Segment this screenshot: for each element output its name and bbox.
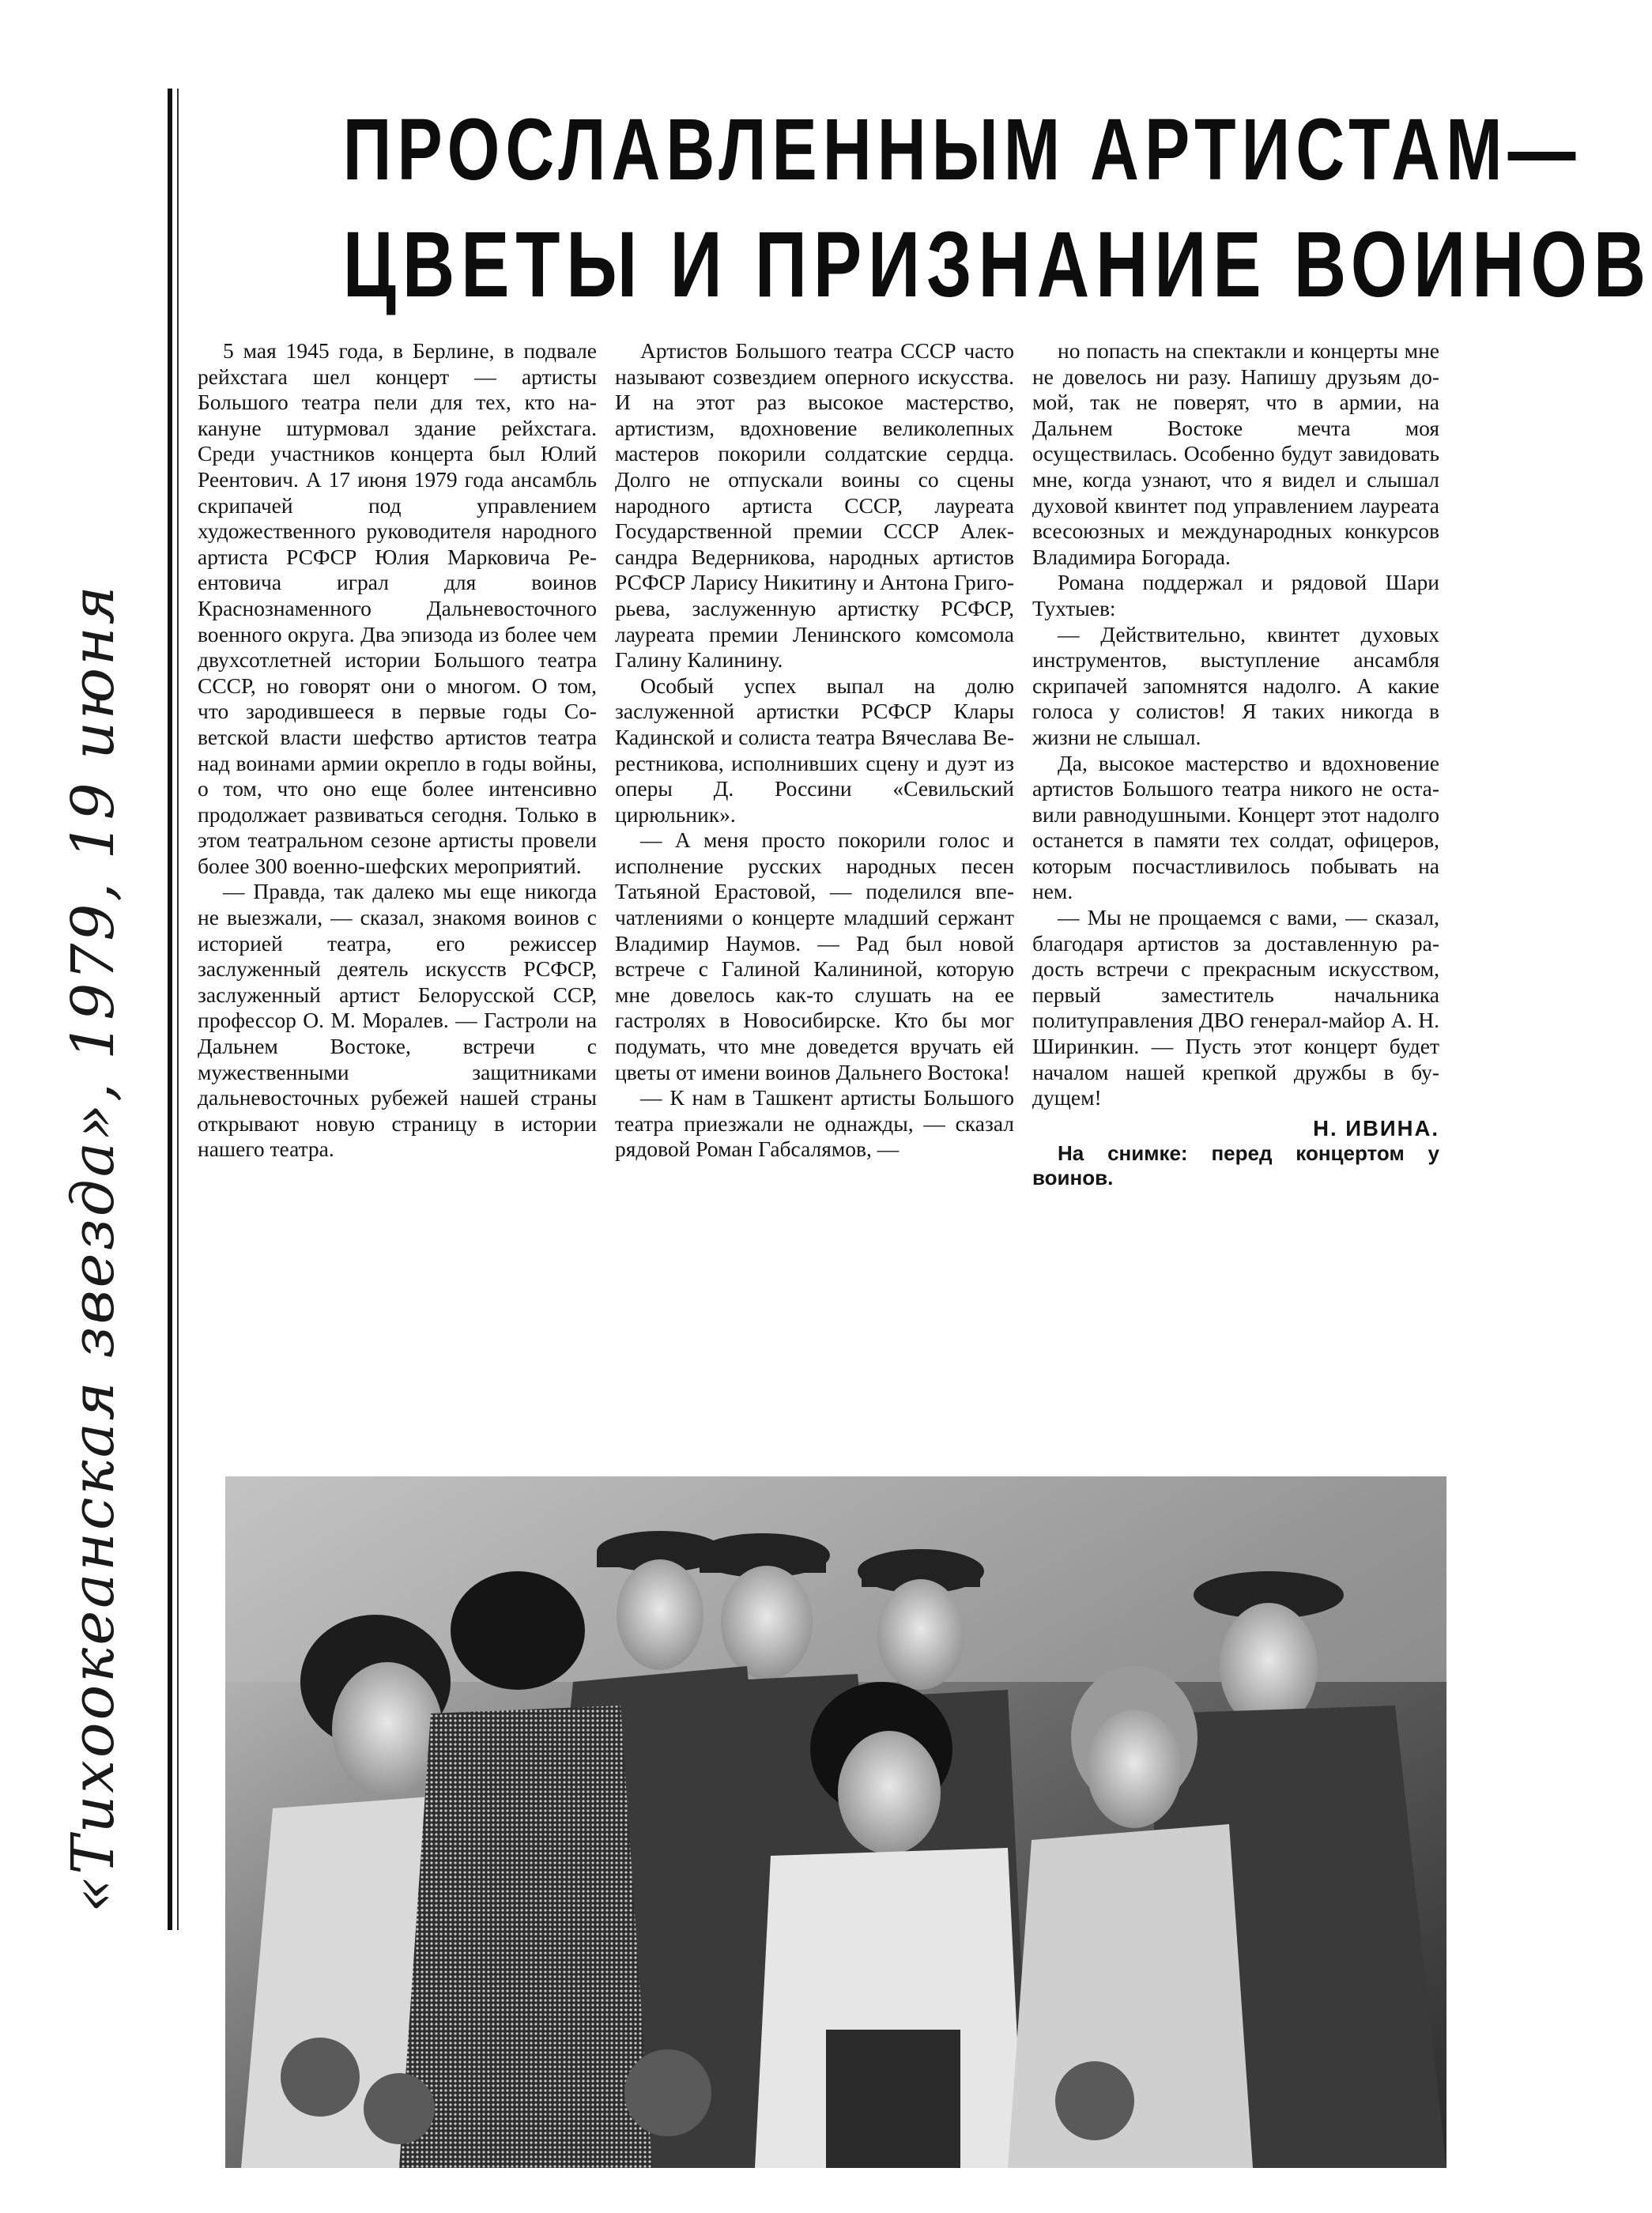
- paragraph: Романа поддержал и рядовой Шари Тухтыев:: [1032, 570, 1439, 620]
- paragraph: — Правда, так далеко мы еще никогда не выезжали, — сказал, знакомя воинов с историей театра, его режиссер заслуженный деятель искусств РСФСР, заслуженный артист Белорусской ССР, профессор О. М. Моралев. — Гастроли на Дальнем Востоке, встречи с мужественными защитниками дальневосточных рубежей нашей страны открывают новую страницу в истории нашего театра.: [198, 879, 597, 1162]
- paragraph: — А меня просто покорили голос и исполнение русских народных песен Татьяной Ерастовой, — поделился впечатлениями о концерте младший сержант Владимир Наумов. — Рад был новой встрече с Галиной Калининой, которую мне довелось как-то слушать на ее гастролях в Новосибирске. Кто бы мог подумать, что мне доведется вручать ей цветы от имени воинов Дальнего Востока!: [615, 828, 1014, 1084]
- paragraph: Особый успех выпал на долю заслуженной артистки РСФСР Клары Кадинской и солиста театра Вячеслава Верестникова, исполнивших сцену и дуэт из оперы Д. Россини «Севильский цирюльник».: [615, 673, 1014, 827]
- paragraph: — Действительно, квинтет духовых инструментов, выступление ансамбля скрипачей запомнятся надолго. А какие голоса у солистов! Я таких никогда в жизни не слышал.: [1032, 621, 1439, 749]
- article-column-3: [1032, 338, 1439, 1190]
- headline-line-2: ЦВЕТЫ И ПРИЗНАНИЕ ВОИНОВ: [342, 213, 1652, 317]
- headline: [206, 95, 1652, 324]
- paragraph: Да, высокое мастерство и вдохновение артистов Большого театра никого не оставили равнодушными. Концерт этот надолго останется в памяти тех солдат, офицеров, которым посчастливилось побывать на нем.: [1032, 750, 1439, 904]
- article-column-1: [198, 338, 597, 1163]
- paragraph: но попасть на спектакли и концерты мне не довелось ни разу. Напишу друзьям домой, так не поверят, что в армии, на Дальнем Востоке мечта моя осуществилась. Особенно будут завидовать мне, когда узнают, что я видел и слышал духовой квинтет под управлением лауреата всесоюзных и международных конкурсов Владимира Богорада.: [1032, 338, 1439, 569]
- article-column-2: [615, 338, 1014, 1163]
- handwritten-source-note: «Тихоокеанская звезда», 1979, 19 июня: [59, 583, 127, 1913]
- column-rule: [168, 89, 172, 1930]
- paragraph: Артистов Большого театра СССР часто называют созвездием оперного искусства. И на этот раз высокое мастерство, артистизм, вдохновение великолепных мастеров покорили солдатские сердца. Долго не отпускали воины со сцены народного артиста СССР, лауреата Государственной премии СССР Александра Ведерникова, народных артистов РСФСР Ларису Никитину и Антона Григорьева, заслуженную артистку РСФСР, лауреата премии Ленинского комсомола Галину Калинину.: [615, 338, 1014, 673]
- concert-photo: [225, 1476, 1446, 2168]
- photo-caption: На снимке: перед концертом у воинов.: [1032, 1141, 1439, 1190]
- author-signature: Н. ИВИНА.: [1313, 1115, 1439, 1140]
- newspaper-photo-icon: [225, 1476, 1446, 2168]
- paragraph: — Мы не прощаемся с вами, — сказал, благодаря артистов за доставленную радость встречи с прекрасным искусством, первый заместитель начальника политуправления ДВО генерал-майор А. Н. Ширинкин. — Пусть этот концерт будет началом нашей крепкой дружбы в будущем!: [1032, 905, 1439, 1110]
- paragraph: 5 мая 1945 года, в Берлине, в подвале рейхстага шел концерт — артисты Большого театра пели для тех, кто накануне штурмовал здание рейхстага. Среди участников концерта был Юлий Реентович. А 17 июня 1979 года ансамбль скрипачей под управлением художественного руководителя народного артиста РСФСР Юлия Марковича Реентовича играл для воинов Краснознаменного Дальневосточного военного округа. Два эпизода из более чем двухсотлетней истории Большого театра СССР, но говорят они о многом. О том, что зародившееся в первые годы Советской власти шефство артистов театра над воинами армии окрепло в годы войны, о том, что оно еще более интенсивно продолжает развиваться сегодня. Только в этом театральном сезоне артисты провели более 300 военно-шефских мероприятий.: [198, 338, 597, 878]
- paragraph: — К нам в Ташкент артисты Большого театра приезжали не однажды, — сказал рядовой Роман Габсалямов, —: [615, 1085, 1014, 1162]
- headline-line-1: ПРОСЛАВЛЕННЫМ АРТИСТАМ—: [342, 101, 1582, 198]
- column-rule-thin: [177, 89, 179, 1930]
